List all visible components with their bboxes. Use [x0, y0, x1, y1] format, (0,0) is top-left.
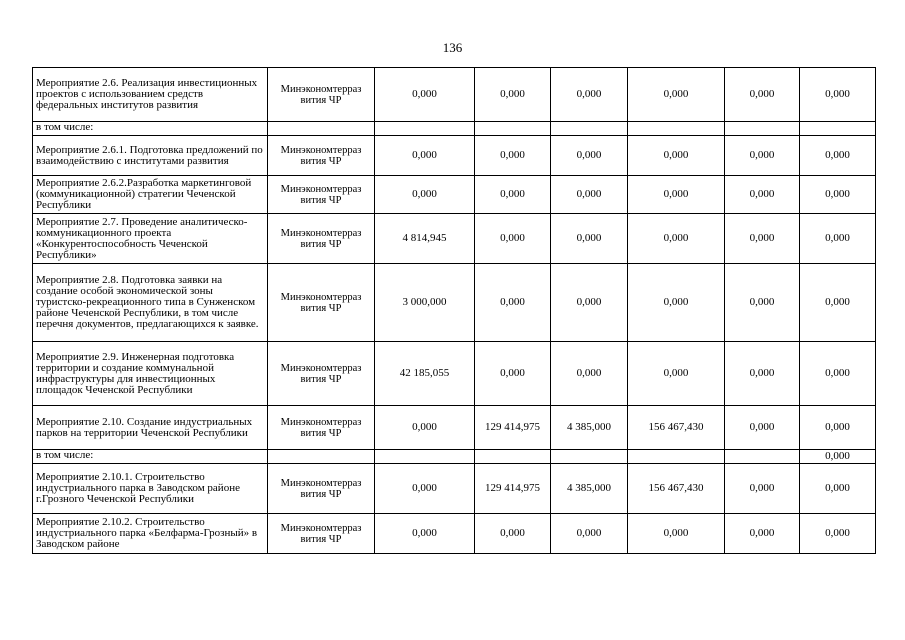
value-cell: [475, 122, 551, 136]
value-cell: 0,000: [375, 406, 475, 450]
activity-cell: Мероприятие 2.7. Проведение аналитическо-коммуникационного проекта «Конкурентоспособность Чеченской Республики»: [33, 214, 268, 264]
responsible-org-cell: Минэкономтерраз вития ЧР: [268, 514, 375, 554]
value-cell: 0,000: [375, 514, 475, 554]
table-row: [33, 514, 876, 554]
table-row: [33, 342, 876, 406]
value-cell: 0,000: [628, 136, 725, 176]
table-row: [33, 68, 876, 122]
value-cell: 0,000: [375, 136, 475, 176]
responsible-org-cell: Минэкономтерраз вития ЧР: [268, 68, 375, 122]
value-cell: 156 467,430: [628, 464, 725, 514]
value-cell: [725, 450, 800, 464]
value-cell: 156 467,430: [628, 406, 725, 450]
value-cell: [628, 122, 725, 136]
budget-table: [32, 67, 876, 554]
page-number: 136: [442, 40, 463, 55]
responsible-org-cell: Минэкономтерраз вития ЧР: [268, 264, 375, 342]
value-cell: 3 000,000: [375, 264, 475, 342]
value-cell: 0,000: [475, 342, 551, 406]
table-row: [33, 136, 876, 176]
value-cell: 0,000: [375, 176, 475, 214]
value-cell: 0,000: [628, 68, 725, 122]
value-cell: 0,000: [551, 68, 628, 122]
table-body: [33, 68, 876, 554]
activity-cell: Мероприятие 2.9. Инженерная подготовка территории и создание коммунальной инфраструктуры для инвестиционных площадок Чеченской Республики: [33, 342, 268, 406]
table-row: [33, 406, 876, 450]
value-cell: 0,000: [800, 214, 876, 264]
table-row: [33, 264, 876, 342]
value-cell: 0,000: [725, 68, 800, 122]
value-cell: 4 385,000: [551, 464, 628, 514]
value-cell: 0,000: [628, 176, 725, 214]
value-cell: 0,000: [725, 264, 800, 342]
value-cell: 0,000: [551, 214, 628, 264]
value-cell: 0,000: [800, 450, 876, 464]
value-cell: 0,000: [628, 342, 725, 406]
responsible-org-cell: [268, 122, 375, 136]
table-row: [33, 122, 876, 136]
value-cell: 0,000: [475, 176, 551, 214]
activity-cell: Мероприятие 2.6.1. Подготовка предложений по взаимодействию с институтами развития: [33, 136, 268, 176]
value-cell: 0,000: [628, 264, 725, 342]
value-cell: 0,000: [725, 176, 800, 214]
value-cell: 4 814,945: [375, 214, 475, 264]
value-cell: [551, 450, 628, 464]
value-cell: 0,000: [475, 136, 551, 176]
responsible-org-cell: Минэкономтерраз вития ЧР: [268, 214, 375, 264]
value-cell: 0,000: [800, 464, 876, 514]
value-cell: 0,000: [475, 214, 551, 264]
value-cell: [375, 122, 475, 136]
value-cell: 0,000: [551, 264, 628, 342]
activity-cell: в том числе:: [33, 122, 268, 136]
responsible-org-cell: Минэкономтерраз вития ЧР: [268, 406, 375, 450]
value-cell: 0,000: [551, 176, 628, 214]
value-cell: 0,000: [628, 514, 725, 554]
value-cell: 0,000: [551, 136, 628, 176]
table-row: [33, 214, 876, 264]
value-cell: 0,000: [800, 264, 876, 342]
value-cell: 0,000: [375, 464, 475, 514]
value-cell: [725, 122, 800, 136]
table-row: [33, 464, 876, 514]
value-cell: 0,000: [725, 214, 800, 264]
table-row: [33, 450, 876, 464]
value-cell: 0,000: [800, 136, 876, 176]
value-cell: 0,000: [725, 342, 800, 406]
value-cell: [800, 122, 876, 136]
value-cell: 129 414,975: [475, 406, 551, 450]
value-cell: 0,000: [475, 68, 551, 122]
responsible-org-cell: Минэкономтерраз вития ЧР: [268, 136, 375, 176]
activity-cell: в том числе:: [33, 450, 268, 464]
activity-cell: Мероприятие 2.6.2.Разработка маркетинговой (коммуникационной) стратегии Чеченской Республики: [33, 176, 268, 214]
activity-cell: Мероприятие 2.10.1. Строительство индустриального парка в Заводском районе г.Грозного Чеченской Республики: [33, 464, 268, 514]
activity-cell: Мероприятие 2.6. Реализация инвестиционных проектов с использованием средств федеральных институтов развития: [33, 68, 268, 122]
value-cell: [551, 122, 628, 136]
value-cell: 0,000: [725, 406, 800, 450]
value-cell: 0,000: [800, 406, 876, 450]
value-cell: 42 185,055: [375, 342, 475, 406]
value-cell: 0,000: [475, 264, 551, 342]
responsible-org-cell: Минэкономтерраз вития ЧР: [268, 176, 375, 214]
value-cell: [375, 450, 475, 464]
responsible-org-cell: Минэкономтерраз вития ЧР: [268, 342, 375, 406]
value-cell: 0,000: [551, 342, 628, 406]
activity-cell: Мероприятие 2.10. Создание индустриальных парков на территории Чеченской Республики: [33, 406, 268, 450]
table-row: [33, 176, 876, 214]
value-cell: 0,000: [800, 342, 876, 406]
value-cell: 0,000: [725, 136, 800, 176]
value-cell: 0,000: [628, 214, 725, 264]
value-cell: 129 414,975: [475, 464, 551, 514]
value-cell: 0,000: [725, 514, 800, 554]
responsible-org-cell: [268, 450, 375, 464]
value-cell: [628, 450, 725, 464]
value-cell: 0,000: [800, 68, 876, 122]
value-cell: 0,000: [375, 68, 475, 122]
value-cell: 4 385,000: [551, 406, 628, 450]
value-cell: 0,000: [551, 514, 628, 554]
value-cell: 0,000: [725, 464, 800, 514]
responsible-org-cell: Минэкономтерраз вития ЧР: [268, 464, 375, 514]
value-cell: 0,000: [800, 514, 876, 554]
value-cell: 0,000: [800, 176, 876, 214]
activity-cell: Мероприятие 2.8. Подготовка заявки на создание особой экономической зоны туристско-рекреационного типа в Сунженском районе Чеченской Республики, в том числе перечня документов, предлагающихся к заявке.: [33, 264, 268, 342]
value-cell: [475, 450, 551, 464]
value-cell: 0,000: [475, 514, 551, 554]
activity-cell: Мероприятие 2.10.2. Строительство индустриального парка «Белфарма-Грозный» в Заводском районе: [33, 514, 268, 554]
